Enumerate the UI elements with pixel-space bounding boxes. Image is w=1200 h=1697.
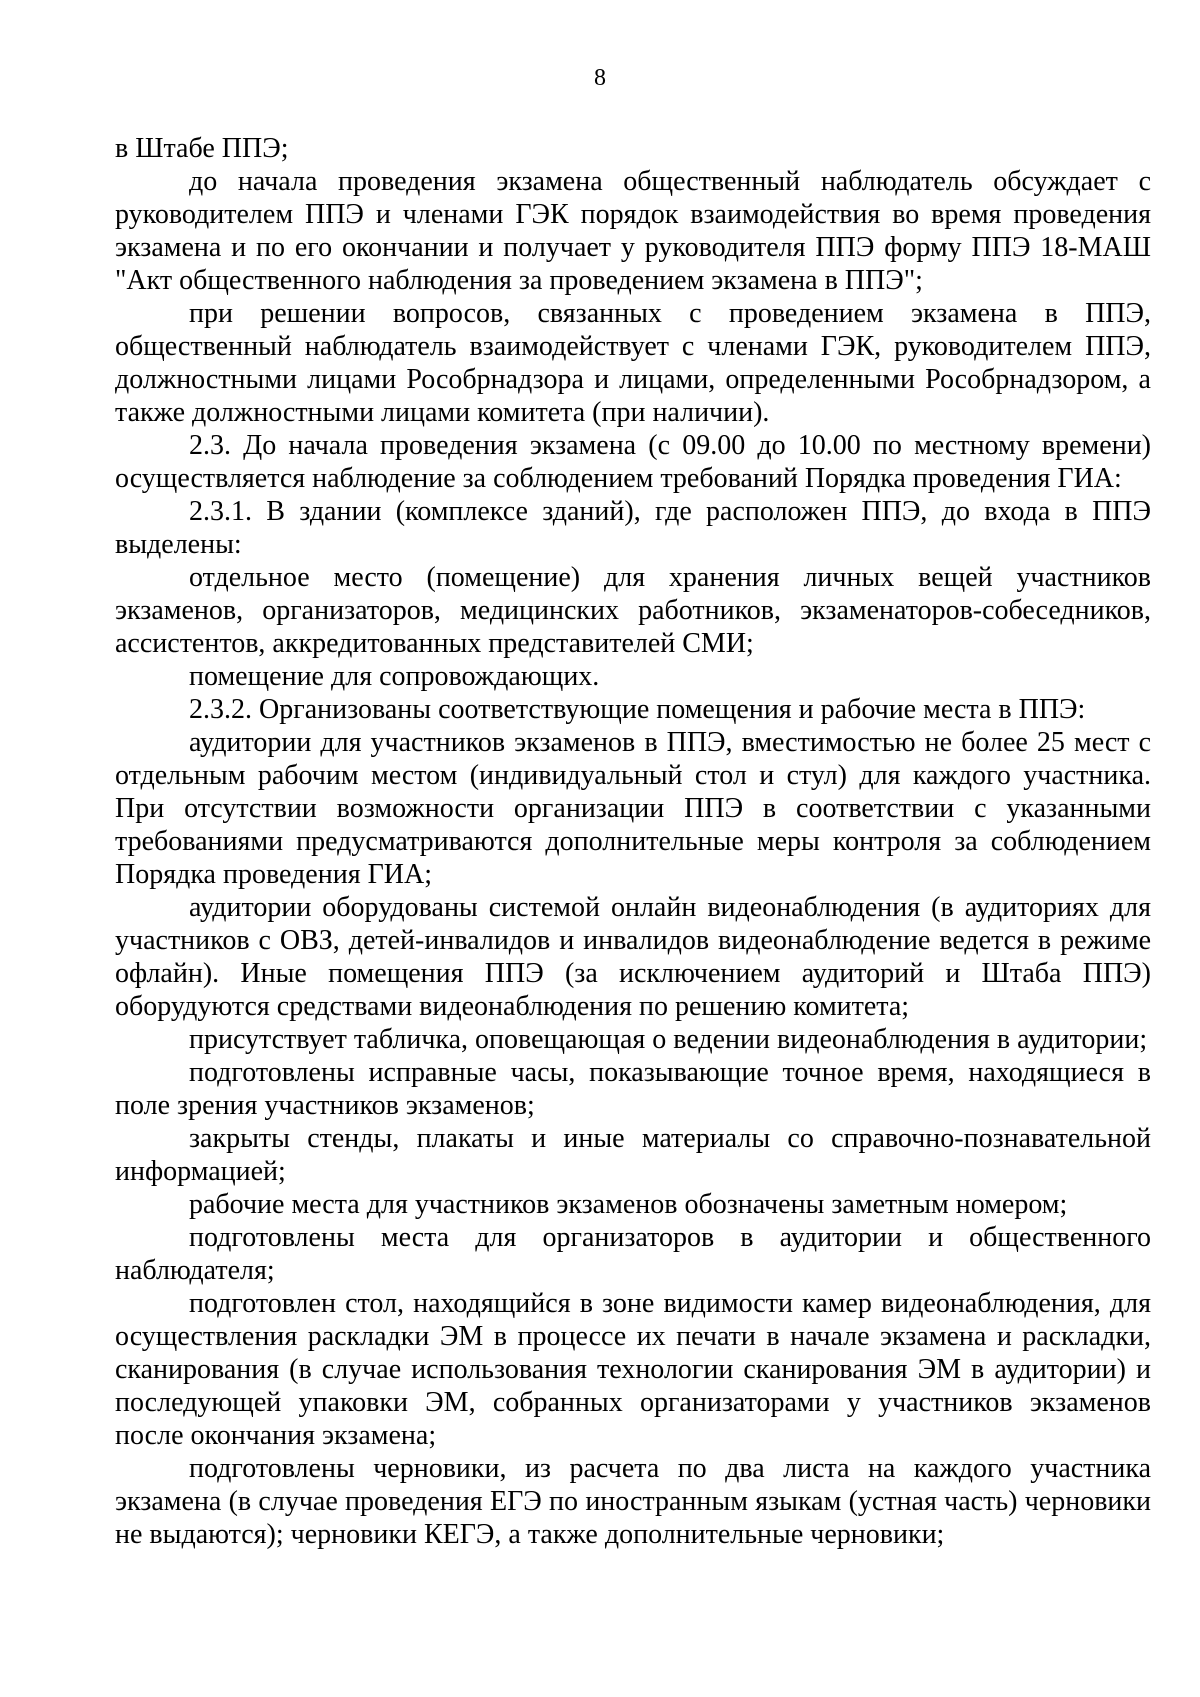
paragraph: отдельное место (помещение) для хранения личных вещей участников экзаменов, организаторов, медицинских работников, экзаменаторов-собеседников, ассистентов, аккредитованных представителей СМИ; — [115, 562, 1151, 659]
paragraph: аудитории оборудованы системой онлайн видеонаблюдения (в аудиториях для участников с ОВЗ, детей-инвалидов и инвалидов видеонаблюдение ведется в режиме офлайн). Иные помещения ППЭ (за исключением аудиторий и Штаба ППЭ) оборудуются средствами видеонаблюдения по решению комитета; — [115, 892, 1151, 1022]
paragraph: при решении вопросов, связанных с проведением экзамена в ППЭ, общественный наблюдатель взаимодействует с членами ГЭК, руководителем ППЭ, должностными лицами Рособрнадзора и лицами, определенными Рособрнадзором, а также должностными лицами комитета (при наличии). — [115, 298, 1151, 428]
page-number: 8 — [594, 65, 606, 91]
paragraph: рабочие места для участников экзаменов обозначены заметным номером; — [189, 1189, 1068, 1220]
paragraph: присутствует табличка, оповещающая о ведении видеонаблюдения в аудитории; — [189, 1024, 1148, 1055]
paragraph: подготовлены черновики, из расчета по два листа на каждого участника экзамена (в случае проведения ЕГЭ по иностранным языкам (устная часть) черновики не выдаются); черновики КЕГЭ, а также дополнительные черновики; — [115, 1453, 1151, 1550]
paragraph: подготовлен стол, находящийся в зоне видимости камер видеонаблюдения, для осуществления раскладки ЭМ в процессе их печати в начале экзамена и раскладки, сканирования (в случае использования технологии сканирования ЭМ в аудитории) и последующей упаковки ЭМ, собранных организаторами у участников экзаменов после окончания экзамена; — [115, 1288, 1151, 1451]
paragraph: закрыты стенды, плакаты и иные материалы со справочно-познавательной информацией; — [115, 1123, 1151, 1187]
paragraph: 2.3.1. В здании (комплексе зданий), где расположен ППЭ, до входа в ППЭ выделены: — [115, 496, 1151, 560]
document-body — [115, 132, 1151, 1551]
paragraph: 2.3. До начала проведения экзамена (с 09.00 до 10.00 по местному времени) осуществляется наблюдение за соблюдением требований Порядка проведения ГИА: — [115, 430, 1151, 494]
paragraph: подготовлены исправные часы, показывающие точное время, находящиеся в поле зрения участников экзаменов; — [115, 1057, 1151, 1121]
paragraph: подготовлены места для организаторов в аудитории и общественного наблюдателя; — [115, 1222, 1151, 1286]
paragraph: помещение для сопровождающих. — [189, 661, 600, 692]
paragraph: 2.3.2. Организованы соответствующие помещения и рабочие места в ППЭ: — [189, 694, 1086, 725]
paragraph: аудитории для участников экзаменов в ППЭ, вместимостью не более 25 мест с отдельным рабочим местом (индивидуальный стол и стул) для каждого участника. При отсутствии возможности организации ППЭ в соответствии с указанными требованиями предусматриваются дополнительные меры контроля за соблюдением Порядка проведения ГИА; — [115, 727, 1151, 890]
paragraph: в Штабе ППЭ; — [115, 133, 289, 164]
paragraph: до начала проведения экзамена общественный наблюдатель обсуждает с руководителем ППЭ и членами ГЭК порядок взаимодействия во время проведения экзамена и по его окончании и получает у руководителя ППЭ форму ППЭ 18-МАШ "Акт общественного наблюдения за проведением экзамена в ППЭ"; — [115, 166, 1151, 296]
